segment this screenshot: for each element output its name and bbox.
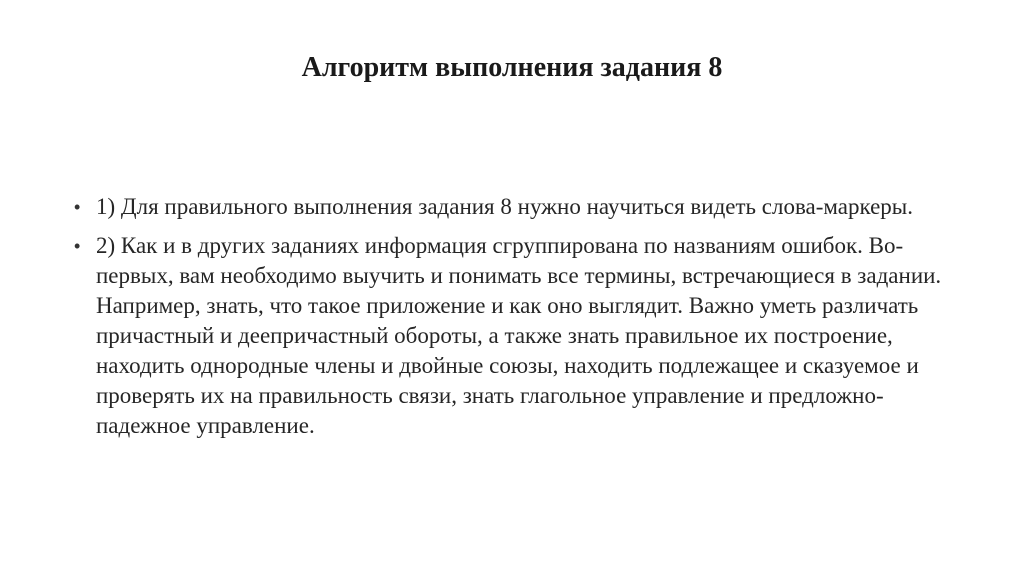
slide-title: Алгоритм выполнения задания 8 bbox=[301, 52, 723, 83]
bullet-item bbox=[70, 231, 960, 441]
bullet-list bbox=[70, 192, 960, 450]
bullet-text: 2) Как и в других заданиях информация сгруппирована по названиям ошибок. Во-первых, вам необходимо выучить и понимать все термины, встречающиеся в задании. Например, знать, что такое приложение и как оно выглядит. Важно уметь различать причастный и деепричастный обороты, а также знать правильное их построение, находить однородные члены и двойные союзы, находить подлежащее и сказуемое и проверять их на правильность связи, знать глагольное управление и предложно-падежное управление. bbox=[96, 233, 942, 438]
bullet-dot-icon: • bbox=[74, 236, 81, 256]
bullet-dot-icon: • bbox=[74, 197, 81, 217]
bullet-item bbox=[70, 192, 960, 222]
bullet-text: 1) Для правильного выполнения задания 8 нужно научиться видеть слова-маркеры. bbox=[96, 194, 913, 219]
